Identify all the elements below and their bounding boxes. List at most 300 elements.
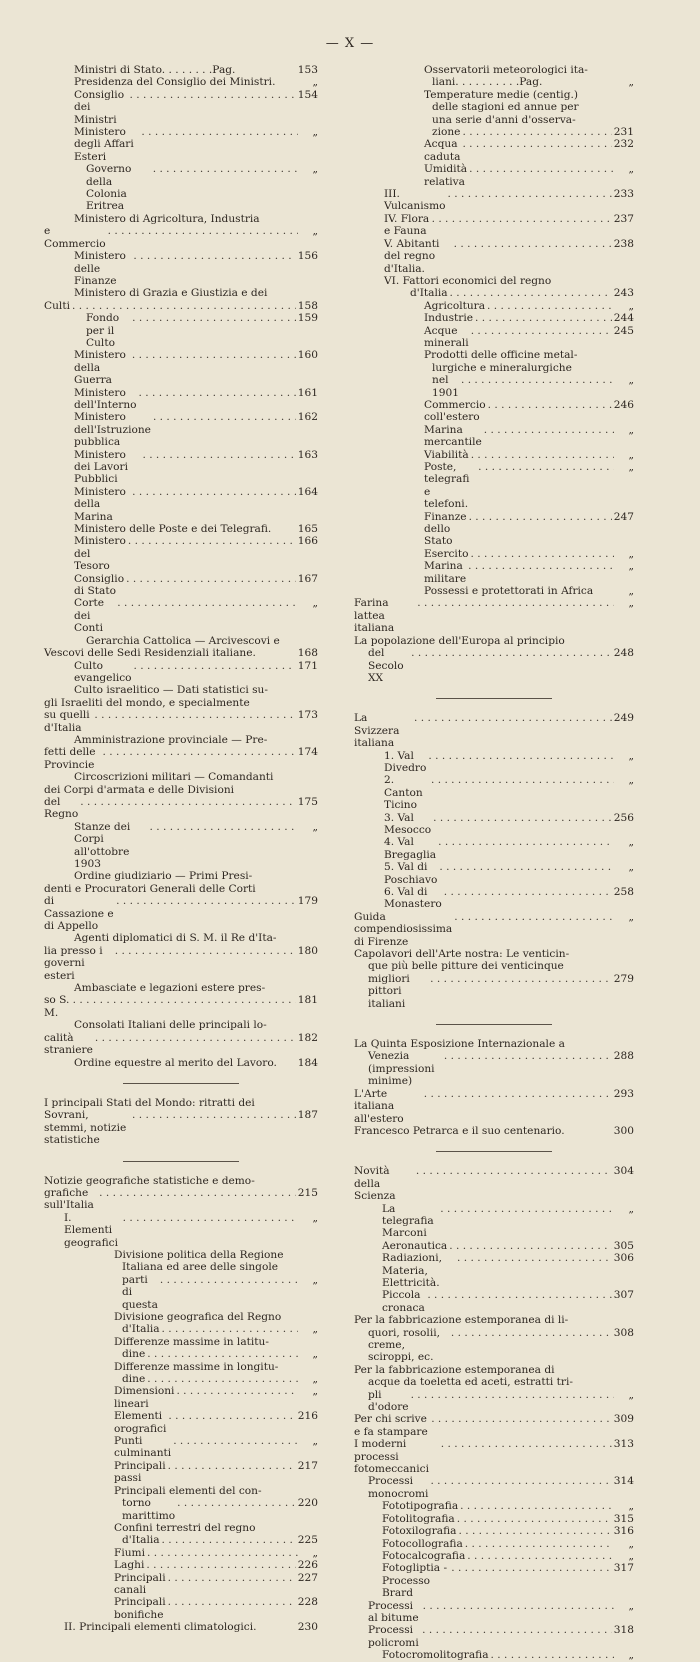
dot-leader [478,461,614,473]
dot-leader [153,163,298,175]
toc-entry [354,1364,634,1376]
toc-page-number: „ [312,597,318,610]
toc-entry-title: Industrie [424,312,474,325]
dot-leader [440,1203,614,1215]
toc-entry-title: I moderni processi fotomeccanici [354,1438,429,1476]
dot-leader [451,1327,612,1339]
toc-entry [44,387,318,412]
toc-entry-title: su quelli d'Italia [44,709,90,734]
toc-entry-title: d'Italia [122,1323,160,1336]
toc-entry-title: Dimensioni lineari [114,1385,175,1410]
toc-entry [44,1621,318,1633]
toc-entry-title: dine [122,1348,146,1361]
toc-entry [354,1550,634,1562]
toc-page-number: „ [312,1385,318,1398]
dot-leader [454,911,614,923]
toc-page-number: 307 [613,1289,634,1302]
dot-leader [94,709,295,721]
dot-leader [448,188,612,200]
toc-entry-title: Italiana ed aree delle singole [122,1261,278,1274]
toc-entry [44,76,318,88]
toc-entry [354,362,634,374]
toc-entry [44,1212,318,1249]
toc-page-number: 256 [613,811,634,824]
toc-page-number: 314 [613,1475,634,1488]
toc-entry-title: acque da toeletta ed aceti, estratti tri- [368,1376,573,1389]
toc-entry-title: Vescovi delle Sedi Residenziali italiane. [44,647,256,660]
dot-leader [132,312,296,324]
dot-leader [153,411,296,423]
toc-entry [44,660,318,685]
toc-entry [354,886,634,911]
dot-leader [168,1410,295,1422]
dot-leader [427,1289,611,1301]
toc-page-number: 166 [297,535,318,548]
toc-entry [44,697,318,709]
toc-entry [354,238,634,275]
toc-entry [354,911,634,948]
toc-entry-title: Agricoltura [424,299,486,312]
toc-entry-title: Punti culminanti [114,1435,172,1460]
toc-entry [44,870,318,882]
toc-entry-title: 3. Val Mesocco [384,811,432,836]
toc-entry-title: 1. Val Divedro [384,749,427,774]
toc-page-number: „ [628,910,634,923]
dot-leader [168,1460,296,1472]
toc-entry-title: d'Italia [122,1534,160,1547]
toc-entry-title: Agenti diplomatici di S. M. il Re d'Ita- [74,932,277,945]
toc-entry-title: 5. Val di Poschiavo [384,861,438,886]
toc-page-number: „ [628,547,634,560]
toc-entry-title: III. Vulcanismo [384,188,446,213]
toc-entry [354,163,634,188]
dot-leader [488,399,612,411]
toc-entry [44,523,318,535]
toc-entry-title: Guida compendiosissima di Firenze [354,910,453,948]
toc-entry-title: Acque minerali [424,324,469,349]
toc-entry [44,734,318,746]
dot-leader [460,1500,614,1512]
toc-entry [354,399,634,424]
toc-entry [44,1385,318,1410]
toc-page-number: 232 [613,138,634,151]
dot-leader [431,1413,612,1425]
toc-entry [44,746,318,771]
toc-page-number: „ [312,126,318,139]
toc-page-number: 315 [613,1512,634,1525]
toc-entry-title: Fototipografia [382,1500,459,1513]
toc-entry [44,1057,318,1069]
toc-page-number: 258 [613,886,634,898]
toc-entry-title: Principali passi [114,1459,166,1485]
toc-entry [44,932,318,944]
toc-entry-title: L'Arte italiana all'estero [354,1087,404,1125]
toc-entry [354,101,634,113]
section-separator [436,1024,552,1025]
dot-leader [462,126,611,138]
toc-entry-title: I principali Stati del Mondo: ritratti dei [44,1096,255,1109]
toc-entry-title: Culto israelitico — Dati statistici su- [74,684,268,697]
toc-entry-title: Processi monocromi [368,1475,429,1500]
dot-leader [411,1389,614,1401]
toc-entry [354,750,634,775]
toc-page-number: 217 [297,1459,318,1472]
toc-entry-title: 6. Val di Monastero [384,886,442,911]
toc-entry [354,812,634,837]
toc-entry-title: grafiche sull'Italia [44,1186,94,1212]
toc-entry [44,796,318,821]
toc-page-number: 243 [613,287,634,300]
toc-entry [44,1323,318,1335]
toc-entry-title: Elementi orografici [114,1410,167,1435]
toc-entry [354,1413,634,1438]
toc-entry [44,312,318,349]
toc-entry-title: La Svizzera italiana [354,712,400,750]
toc-entry [354,275,634,287]
toc-entry [44,250,318,287]
dot-leader [469,163,614,175]
toc-entry-title: Per la fabbricazione estemporanea di [354,1363,555,1376]
toc-entry [44,1274,318,1311]
dot-leader [484,424,614,436]
toc-entry [44,1534,318,1546]
toc-entry [354,1038,634,1050]
toc-entry-title: Processi policromi [368,1624,419,1649]
toc-entry-title: liani. . . . . . . . . .Pag. [432,76,543,89]
toc-entry [44,126,318,163]
toc-entry-title: migliori pittori italiani [368,972,410,1010]
toc-page-number: 228 [297,1596,318,1609]
toc-entry-title: parti di questa [122,1273,158,1311]
toc-page-number: 180 [297,944,318,957]
toc-page-number: 156 [297,250,318,263]
dot-leader [444,886,612,898]
toc-page-number: 317 [613,1562,634,1575]
dot-leader [141,126,298,138]
toc-entry [354,1600,634,1625]
toc-page-number: 279 [613,972,634,985]
dot-leader [411,647,612,659]
dot-leader [433,812,612,824]
toc-entry [354,774,634,811]
toc-entry [354,76,634,88]
toc-entry [354,585,634,597]
toc-entry [44,1175,318,1187]
toc-entry-title: Circoscrizioni militari — Comandanti [74,771,274,784]
toc-entry-title: 2. Canton Ticino [384,774,423,812]
toc-entry-title: Fotocalcografia [382,1549,466,1562]
toc-entry [354,312,634,324]
toc-entry-title: Ministero dell'Interno [74,386,137,411]
dot-leader [416,1165,612,1177]
dot-leader [108,225,298,237]
toc-page-number: „ [628,461,634,473]
dot-leader [126,573,296,585]
toc-entry [44,1109,318,1146]
toc-entry [354,1376,634,1388]
toc-entry-title: Temperature medie (centig.) [424,88,578,101]
dot-leader [123,1212,298,1224]
toc-entry-title: V. Abitanti del regno d'Italia. [384,237,440,275]
toc-entry-title: Culto evangelico [74,659,132,684]
toc-entry-title: delle stagioni ed annue per [432,101,579,114]
toc-entry [44,213,318,225]
toc-page-number: 162 [297,411,318,424]
right-column [354,64,634,1662]
dot-leader [414,712,612,724]
toc-entry-title: Differenze massime in latitu- [114,1335,269,1348]
toc-page-number: 164 [297,485,318,498]
toc-entry [44,684,318,696]
dot-leader [134,660,296,672]
dot-leader [417,597,614,609]
dot-leader [471,325,612,337]
dot-leader [72,300,296,312]
toc-entry-title: Prodotti delle officine metal- [424,349,578,362]
toc-entry-title: Ministero della Guerra [74,349,126,387]
toc-entry-title: Ministero dei Lavori Pubblici [74,448,128,486]
dot-leader [115,945,296,957]
toc-page-number: „ [312,1546,318,1559]
dot-leader [451,1562,612,1574]
toc-page-number: 245 [613,324,634,337]
toc-entry-title: Confini terrestri del regno [114,1521,256,1534]
toc-page-number: 246 [613,398,634,411]
dot-leader [132,349,296,361]
dot-leader [461,374,614,386]
toc-entry-title: Piccola cronaca [382,1289,425,1314]
toc-entry-title: La Quinta Esposizione Internazionale a [354,1038,565,1051]
toc-entry-title: Acqua caduta [424,138,461,163]
toc-entry [44,1547,318,1559]
dot-leader [457,1252,612,1264]
toc-entry [354,287,634,299]
left-column [44,64,318,1634]
toc-entry-title: Fotoxilografia [382,1525,457,1538]
toc-entry [44,573,318,598]
toc-entry [354,1475,634,1500]
toc-entry [44,1485,318,1497]
dot-leader [430,973,612,985]
toc-entry-title: Ministri di Stato. . . . . . . .Pag. [74,64,236,76]
toc-entry-title: una serie d'anni d'osserva- [432,113,576,126]
toc-page-number: 244 [613,312,634,325]
toc-entry [44,449,318,486]
dot-leader [160,1274,298,1286]
toc-entry [44,486,318,523]
toc-entry [354,1500,634,1512]
dot-leader [146,1559,295,1571]
toc-entry [354,973,634,1010]
toc-entry-title: del Secolo XX [368,647,404,684]
toc-entry-title: Capolavori dell'Arte nostra: Le venticin- [354,948,570,961]
toc-page-number: „ [312,1211,318,1224]
toc-page-number: 308 [613,1326,634,1339]
toc-entry-title: Radiazioni, Materia, Elettricità. [382,1252,442,1289]
toc-entry-title: Consiglio di Stato [74,572,125,598]
toc-page-number: 293 [613,1087,634,1100]
dot-leader [439,861,614,873]
dot-leader [468,560,614,572]
toc-entry [354,836,634,861]
dot-leader [162,1534,296,1546]
toc-page-number: 306 [613,1252,634,1265]
toc-entry-title: Venezia (impressioni minime) [368,1050,435,1088]
dot-leader [462,138,611,150]
toc-page-number: 167 [297,572,318,585]
toc-entry [44,64,318,76]
toc-entry [354,1088,634,1125]
dot-leader [168,1572,296,1584]
toc-page-number: 168 [297,647,318,660]
dot-leader [438,836,614,848]
toc-entry [354,1438,634,1475]
toc-entry-title: Culti [44,299,70,312]
toc-page-number: „ [628,560,634,573]
toc-page-number: „ [312,76,318,89]
toc-page-number: „ [312,163,318,176]
toc-page-number: 182 [297,1031,318,1044]
toc-page-number: 231 [613,126,634,139]
toc-entry-title: gli Israeliti del mondo, e specialmente [44,696,250,709]
toc-entry-title: Marina militare [424,560,467,585]
toc-page-number: 159 [297,312,318,325]
toc-entry-title: Fotocollografia [382,1537,463,1550]
toc-page-number: 163 [297,448,318,461]
toc-page-number: „ [628,374,634,387]
dot-leader [475,312,612,324]
toc-entry [44,1572,318,1597]
toc-page-number: 154 [297,88,318,101]
toc-entry [44,411,318,448]
toc-entry-title: Ministero del Tesoro [74,535,126,573]
dot-leader [150,821,298,833]
toc-entry [354,188,634,213]
toc-entry [354,1562,634,1599]
toc-page-number: 313 [613,1438,634,1451]
dot-leader [465,1538,614,1550]
toc-entry-title: Ordine giudiziario — Primi Presi- [74,870,253,883]
toc-entry [44,1348,318,1360]
toc-entry [44,1097,318,1109]
toc-page-number: 153 [297,64,318,76]
toc-entry [354,300,634,312]
section-separator [123,1161,239,1162]
toc-entry-title: Governo della Colonia Eritrea [86,163,132,213]
toc-entry [354,64,634,76]
toc-entry [354,1203,634,1240]
toc-entry [44,1261,318,1273]
toc-entry-title: quori, rosolii, creme, sciroppi, ec. [368,1326,440,1364]
toc-entry-title: Umidità relativa [424,163,468,188]
toc-page-number: „ [312,1435,318,1448]
toc-entry [44,349,318,386]
toc-page-number: 165 [297,523,318,536]
toc-entry [44,1336,318,1348]
dot-leader [431,774,614,786]
toc-entry [354,1125,634,1137]
toc-entry [354,1314,634,1326]
toc-entry-title: Principali bonifiche [114,1596,166,1621]
toc-page-number: 300 [613,1124,634,1137]
toc-entry [44,1032,318,1057]
toc-entry [354,635,634,647]
toc-entry [354,449,634,461]
toc-entry-title: IV. Flora e Fauna [384,212,430,238]
toc-page-number: 304 [613,1165,634,1178]
toc-entry-title: Differenze massime in longitu- [114,1360,279,1373]
toc-entry [354,647,634,684]
toc-entry [44,709,318,734]
dot-leader [441,1438,612,1450]
dot-leader [117,597,298,609]
dot-leader [424,1088,612,1100]
toc-page-number: 161 [297,386,318,399]
dot-leader [147,1348,298,1360]
dot-leader [95,1032,296,1044]
toc-page-number: 171 [297,659,318,672]
toc-entry-title: Ministero dell'Istruzione pubblica [74,411,151,449]
toc-entry [44,784,318,796]
dot-leader [454,238,612,250]
toc-entry [354,374,634,399]
toc-entry-title: Presidenza del Consiglio dei Ministri. [74,76,276,89]
toc-page-number: „ [628,163,634,176]
toc-entry [44,1559,318,1571]
toc-page-number: „ [628,1649,634,1662]
toc-entry-title: e Commercio [44,225,106,250]
toc-page-number: „ [628,585,634,598]
toc-entry [354,349,634,361]
toc-entry-title: Corte dei Conti [74,597,105,635]
dot-leader [467,1550,614,1562]
toc-entry-title: I. Elementi geografici [64,1211,118,1249]
toc-entry-title: Per chi scrive e fa stampare [354,1413,428,1438]
toc-entry-title: Farina lattea italiana [354,597,395,635]
toc-entry [354,948,634,960]
toc-entry [354,89,634,101]
toc-entry [354,861,634,886]
toc-entry-title: Sovrani, stemmi, notizie statistiche [44,1109,127,1147]
toc-entry [44,883,318,895]
toc-entry-title: Fotolitografia [382,1512,455,1525]
toc-page-number: „ [628,836,634,849]
toc-entry [354,1538,634,1550]
toc-entry-title: Ministero di Grazia e Giustizia e dei [74,287,268,300]
toc-page-number: „ [312,1323,318,1336]
toc-page-number: 237 [613,212,634,225]
toc-page-number: 318 [613,1624,634,1637]
toc-entry [44,597,318,634]
toc-entry-title: nel 1901 [432,374,459,399]
toc-entry [354,461,634,511]
dot-leader [444,1050,612,1062]
toc-entry-title: II. Principali elementi climatologici. [64,1621,257,1634]
dot-leader [129,89,295,101]
toc-page-number: 158 [297,299,318,312]
toc-entry-title: so S. M. [44,994,70,1019]
toc-page-number: 248 [613,647,634,660]
toc-entry-title: di Cassazione e di Appello [44,895,114,933]
toc-entry [44,300,318,312]
dot-leader [422,1624,612,1636]
toc-entry [354,213,634,238]
toc-entry [354,126,634,138]
toc-page-number: „ [628,597,634,610]
toc-entry-title: fetti delle Provincie [44,746,96,771]
toc-page-number: 160 [297,349,318,362]
toc-entry [44,994,318,1019]
